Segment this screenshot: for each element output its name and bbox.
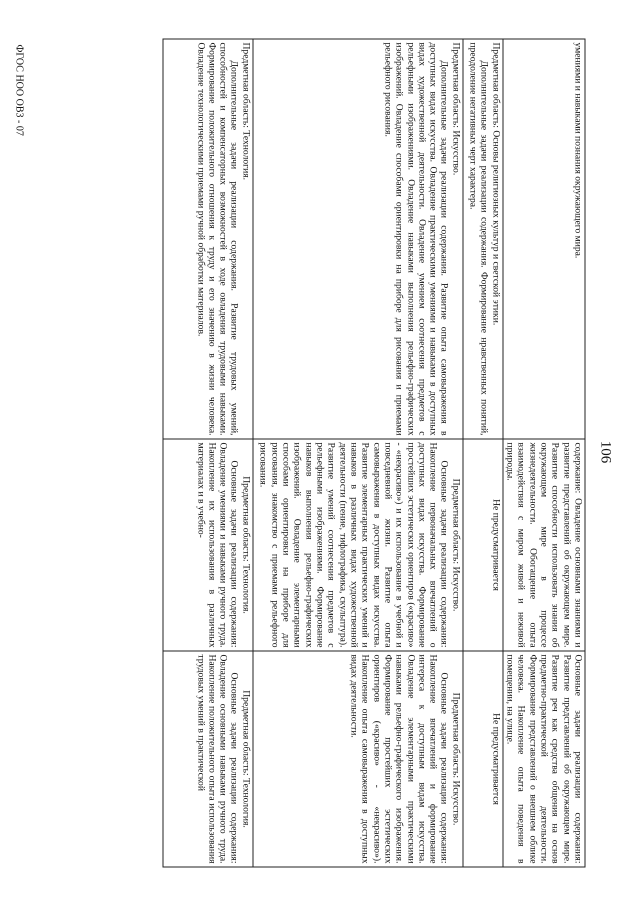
cell-text: Не предусматривается: [489, 713, 501, 805]
table-row: [462, 39, 502, 867]
table-row: [502, 39, 584, 867]
table-cell: [462, 39, 502, 439]
cell-text: Основные задачи реализации содержания: Накопление впечатлений и формирование интереса к доступным видам искусства. Овладение элементарными практическими навыками рельефно-графического изображения. Формирование простейших эстетических ориентиров («красиво» - «некрасиво»). Накопление опыта самовыражения в доступных видах деятельности.: [348, 654, 450, 864]
cell-text: Дополнительные задачи реализации содержания. Развитие опыта самовыражения в доступных видах искусства. Овладение практическими умениями и навыками в доступных видах художественной деятельности. Овладение умением соотнесения предметов с рельефными изображениями. Овладение навыками выполнения рельефно-графических изображений. Овладение способами ориентировки на приборе для рисования и приемами рельефного рисования.: [381, 42, 450, 436]
section-title: Предметная область: Искусство.: [449, 692, 461, 826]
table-cell: [162, 39, 252, 439]
cell-text: Не предусматривается: [489, 499, 501, 591]
table-row: [252, 39, 462, 867]
table-cell: [252, 39, 462, 439]
section-title: Предметная область: Искусство.: [449, 42, 461, 176]
cell-text: Основные задачи реализации содержания: Овладение основными навыками ручного труда. Накопление положительного опыта использования трудовых умений в практической: [194, 654, 240, 864]
cell-text: Дополнительные задачи реализации содержания. Формирование нравственных понятий, преодоление негативных черт характера.: [467, 42, 490, 436]
section-title: Предметная область: Технология.: [239, 690, 251, 828]
section-title: Предметная область: Искусство.: [449, 478, 461, 612]
page-number: 106: [597, 440, 613, 464]
table-cell: [502, 439, 584, 651]
document-footer: ФГОС НОО ОВЗ - 07: [13, 44, 24, 136]
section-title: Предметная область: Основы религиозных культур и светской этики.: [489, 42, 501, 326]
cell-text: Основные задачи реализации содержания: Овладение умениями и навыками ручного труда. Накопление их использования в различных материалах и в учебно-: [194, 442, 240, 648]
cell-text: Основные задачи реализации содержания: Накопление первоначальных впечатлений о доступных видах искусства. Формирование простейших эстетических ориентиров («красиво» - «некрасиво») и их использование в учебной и повседневной жизни. Развитие опыта самовыражения в доступных видах искусства. Развитие элементарных практических умений и навыков в различных видах художественной деятельности (пение, тифлографика, скульптура). Развитие умений соотнесения предметов с рельефными изображениями. Формирование навыков выполнения рельефно-графических изображений. Овладение элементарными способами ориентировки на приборе для рисования, знакомство с приемами рельефного рисования.: [257, 442, 450, 648]
cell-text: Дополнительные задачи реализации содержания. Развитие трудовых умений, способностей и компенсаторных возможностей в ходе овладения трудовыми навыками. Формирование положительного отношения к труду и его значению в жизни человека. Овладение технологическими приемами ручной обработки материалов.: [194, 42, 240, 436]
table-cell: [462, 439, 502, 651]
table-cell: [462, 651, 502, 867]
table-row: [162, 39, 252, 867]
table-cell: [162, 651, 252, 867]
document-page: [5, 5, 635, 900]
cell-text: содержание: Овладение основными знаниями и развитие представлений об окружающем мире. Развитие способности использовать знания об окружающем мире в процессе жизнедеятельности. Обогащение опыта взаимодействия с миром живой и неживой природы.: [504, 442, 583, 648]
table-cell: [252, 439, 462, 651]
cell-text: Основные задачи реализации содержания: Развитие представлений об окружающем мире. Развитие реч как средства общения на основ предметно-практической деятельности. Формирование представлений о внешнем облике человека. Накопление опыта поведения в помещении, на улице.: [504, 654, 583, 864]
section-title: Предметная область: Технология.: [239, 476, 251, 614]
table-cell: [252, 651, 462, 867]
table-cell: [502, 39, 584, 439]
curriculum-table: [162, 39, 585, 868]
cell-text: умениями и навыками познания окружающего мира.: [572, 42, 583, 259]
table-cell: [502, 651, 584, 867]
section-title: Предметная область: Технология.: [239, 42, 251, 181]
table-cell: [162, 439, 252, 651]
